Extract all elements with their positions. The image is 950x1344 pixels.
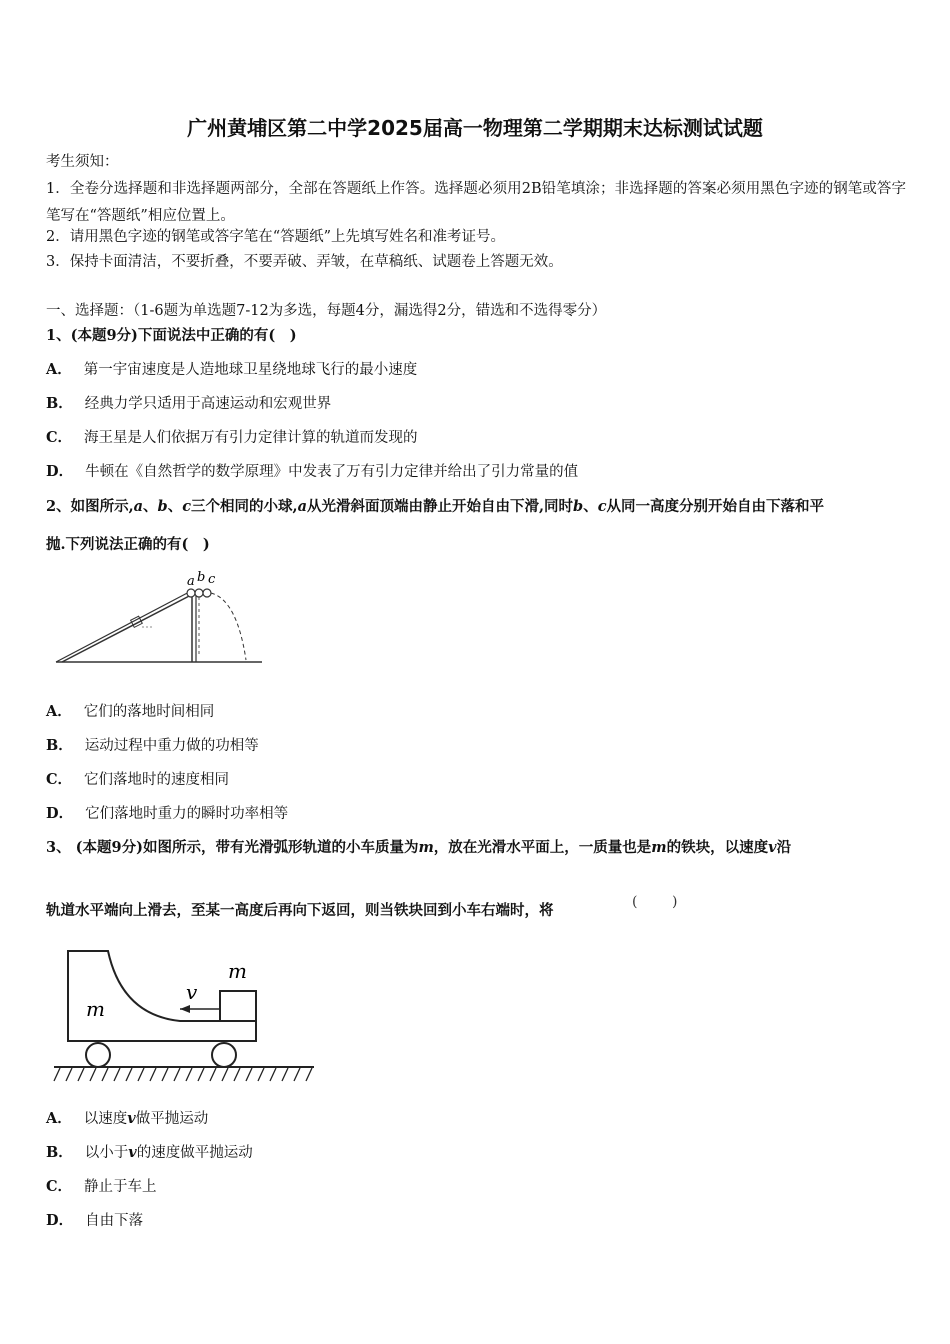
q1-stem: 1、(本题9分)下面说法中正确的有( ) [46,327,297,344]
var-v: v [127,1110,136,1127]
notice-heading: 考生须知： [46,154,119,170]
option-text: 以小于 [84,1145,129,1161]
label-c: c [208,572,216,587]
q1-option-a [46,360,417,380]
option-text: 的速度做平抛运动 [136,1145,253,1161]
option-letter: C． [46,771,73,788]
q3-option-b [46,1143,253,1163]
notice-item-2: 2．请用黑色字迹的钢笔或答字笔在“答题纸”上先填写姓名和准考证号。 [46,229,506,245]
q1-option-d [46,462,578,482]
q2-option-a [46,702,214,722]
option-text: 静止于车上 [84,1179,157,1195]
option-letter: C． [46,429,73,446]
option-letter: D． [46,463,74,480]
separator: 、 [167,498,183,515]
var-c: c [182,498,192,515]
var-m: m [418,839,434,856]
label-b: b [197,570,206,585]
q3-stem-text: ，放在光滑水平面上，一质量也是 [433,839,652,856]
var-c: c [597,498,607,515]
q3-stem-line-2: 轨道水平端向上滑去，至某一高度后再向下返回，则当铁块回到小车右端时，将 [46,902,554,919]
q1-option-c [46,428,418,448]
q2-stem-line-2: 抛.下列说法正确的有( ) [46,536,210,553]
var-b: b [157,498,168,515]
answer-paren-right: ) [672,894,678,910]
notice-item-1: 1．全卷分选择题和非选择题两部分，全部在答题纸上作答。选择题必须用2B铅笔填涂；非选择题的答案必须用黑色字迹的钢笔或答字笔写在“答题纸”相应位置上。 [46,181,906,224]
q3-option-c [46,1177,157,1197]
q3-stem-text: 3、 (本题9分)如图所示，带有光滑弧形轨道的小车质量为 [46,839,419,856]
option-text: 海王星是人们依据万有引力定律计算的轨道而发现的 [84,430,418,446]
separator: 、 [143,498,158,515]
var-a: a [133,498,144,515]
q3-stem-text: 的铁块，以速度 [666,839,769,856]
q2-stem-line-1 [46,497,824,517]
q2-stem-text: 从同一高度分别开始自由下落和平 [606,498,825,515]
option-text: 牛顿在《自然哲学的数学原理》中发表了万有引力定律并给出了引力常量的值 [85,464,579,480]
cart-figure [52,945,317,1085]
option-letter: B． [46,395,73,412]
option-text: 它们的落地时间相同 [83,704,215,720]
option-letter: D． [46,805,74,822]
separator: 、 [583,498,598,515]
answer-paren-left: ( [632,894,638,910]
q3-option-a [46,1109,208,1129]
var-v: v [768,839,777,856]
option-letter: A． [46,1110,72,1127]
option-text: 运动过程中重力做的功相等 [84,738,259,754]
option-letter: C． [46,1178,73,1195]
q2-stem-text: 三个相同的小球, [191,498,298,515]
q2-option-d [46,804,288,824]
option-text: 自由下落 [85,1213,144,1229]
option-letter: A． [46,703,72,720]
cart-mass-label: m [86,997,105,1021]
option-text: 做平抛运动 [135,1111,209,1127]
q2-stem-text: 从光滑斜面顶端由静止开始自由下滑,同时 [307,498,574,515]
option-text: 经典力学只适用于高速运动和宏观世界 [84,396,332,412]
var-m: m [651,839,667,856]
q2-option-b [46,736,259,756]
q2-stem-text: 2、如图所示, [46,498,134,515]
incline-figure [52,565,267,665]
var-v: v [128,1144,137,1161]
velocity-label: v [186,980,198,1004]
var-a: a [297,498,307,515]
q3-option-d [46,1211,143,1231]
option-text: 第一宇宙速度是人造地球卫星绕地球飞行的最小速度 [83,362,418,378]
option-text: 以速度 [83,1111,128,1127]
label-a: a [187,574,195,589]
q3-stem-line-1 [46,838,791,858]
section-heading: 一、选择题：（1-6题为单选题7-12为多选，每题4分，漏选得2分，错选和不选得零分） [46,303,607,319]
q1-option-b [46,394,331,414]
page-title: 广州黄埔区第二中学2025届高一物理第二学期期末达标测试试题 [187,116,763,140]
q3-stem-text: 沿 [776,839,792,856]
q2-option-c [46,770,229,790]
option-text: 它们落地时重力的瞬时功率相等 [85,806,289,822]
var-b: b [573,498,584,515]
notice-item-3: 3．保持卡面清洁，不要折叠，不要弄破、弄皱，在草稿纸、试题卷上答题无效。 [46,254,563,270]
option-text: 它们落地时的速度相同 [84,772,230,788]
option-letter: B． [46,737,73,754]
option-letter: D． [46,1212,74,1229]
block-mass-label: m [228,959,247,983]
option-letter: A． [46,361,72,378]
option-letter: B． [46,1144,73,1161]
